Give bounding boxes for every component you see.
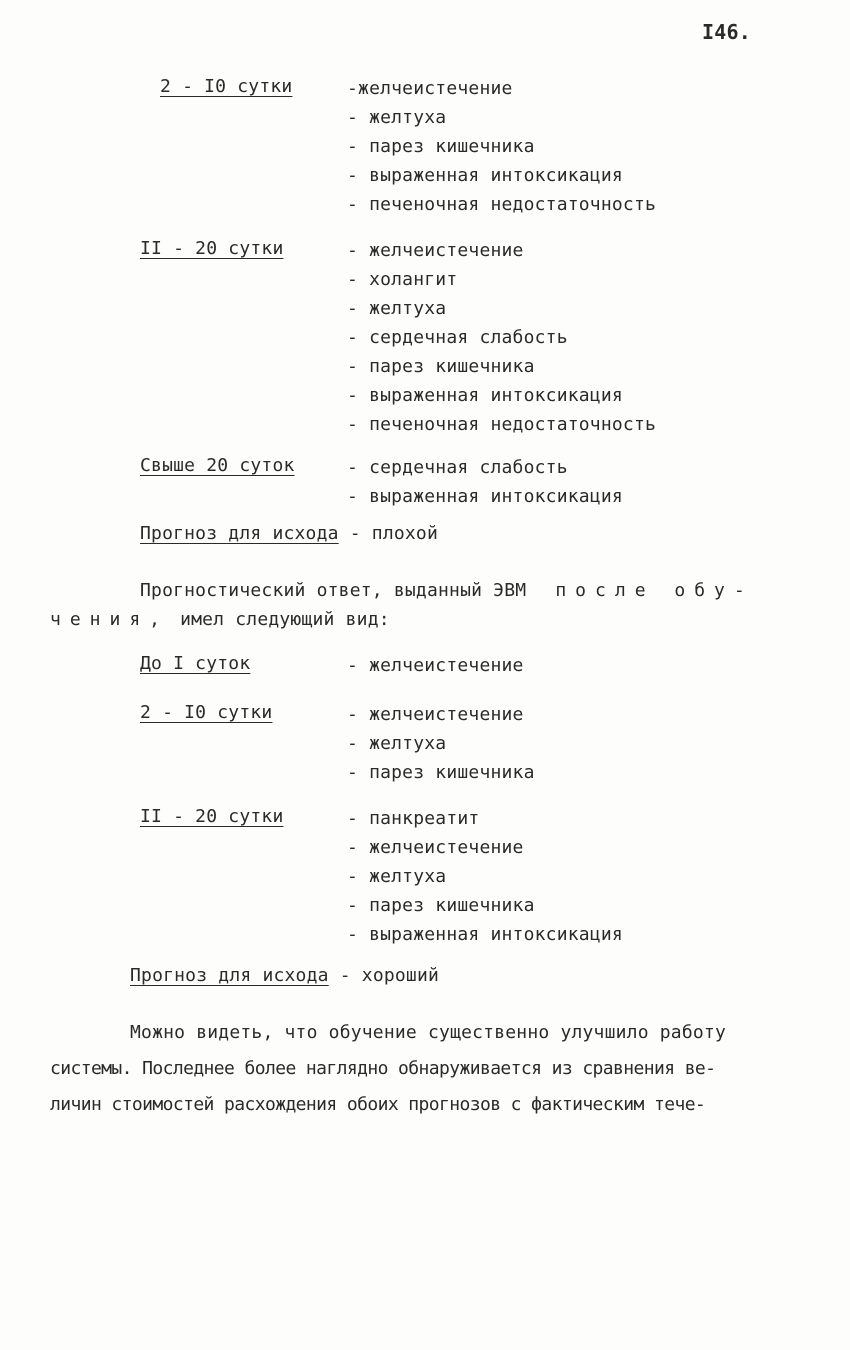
list-item: - выраженная интоксикация <box>347 385 623 406</box>
closing-line-1: Можно видеть, что обучение существенно улучшило работу <box>130 1022 726 1043</box>
list-item: - парез кишечника <box>347 762 535 783</box>
list-item: - парез кишечника <box>347 895 535 916</box>
prognosis-value: - плохой <box>338 523 439 544</box>
list-item: - желчеистечение <box>347 655 524 676</box>
intro-line-2 <box>50 609 390 630</box>
complication-list <box>347 651 524 680</box>
list-item: - желтуха <box>347 866 447 887</box>
list-item: - выраженная интоксикация <box>347 165 623 186</box>
group-label: II - 20 сутки <box>140 806 284 827</box>
prognosis-value: - хороший <box>328 965 440 986</box>
list-item: - желтуха <box>347 298 447 319</box>
list-item: - парез кишечника <box>347 136 535 157</box>
intro-text: Прогностический ответ, выданный ЭВМ <box>140 580 527 601</box>
complication-list <box>347 236 656 439</box>
list-item: -желчеистечение <box>347 78 513 99</box>
list-item: - сердечная слабость <box>347 457 568 478</box>
complication-list <box>347 453 623 511</box>
list-item: - желчеистечение <box>347 240 524 261</box>
complication-list <box>347 804 623 949</box>
list-item: - парез кишечника <box>347 356 535 377</box>
prognosis-label: Прогноз для исхода <box>140 523 339 544</box>
closing-line-3: личин стоимостей расхождения обоих прогнозов с фактическим тече- <box>50 1094 706 1115</box>
intro-line-1 <box>140 580 754 601</box>
list-item: - печеночная недостаточность <box>347 414 657 435</box>
list-item: - выраженная интоксикация <box>347 924 623 945</box>
list-item: - желчеистечение <box>347 837 524 858</box>
list-item: - сердечная слабость <box>347 327 568 348</box>
group-label: 2 - I0 сутки <box>140 702 273 723</box>
page-number: I46. <box>702 20 751 44</box>
list-item: - панкреатит <box>347 808 480 829</box>
prognosis-first <box>140 523 438 544</box>
intro-spaced-text: чения, <box>50 609 170 630</box>
complication-list <box>347 700 535 787</box>
list-item: - выраженная интоксикация <box>347 486 623 507</box>
intro-text: имел следующий вид: <box>169 609 390 630</box>
list-item: - печеночная недостаточность <box>347 194 657 215</box>
list-item: - желчеистечение <box>347 704 524 725</box>
group-label: II - 20 сутки <box>140 238 284 259</box>
group-label: До I суток <box>140 653 251 674</box>
group-label: Свыше 20 суток <box>140 455 295 476</box>
group-label: 2 - I0 сутки <box>160 76 293 97</box>
prognosis-label: Прогноз для исхода <box>130 965 329 986</box>
closing-line-2: системы. Последнее более наглядно обнаруживается из сравнения ве- <box>50 1058 716 1079</box>
list-item: - желтуха <box>347 107 447 128</box>
complication-list <box>347 74 656 219</box>
intro-spaced-text: после обу- <box>555 580 754 601</box>
prognosis-second <box>130 965 439 986</box>
list-item: - желтуха <box>347 733 447 754</box>
list-item: - холангит <box>347 269 458 290</box>
